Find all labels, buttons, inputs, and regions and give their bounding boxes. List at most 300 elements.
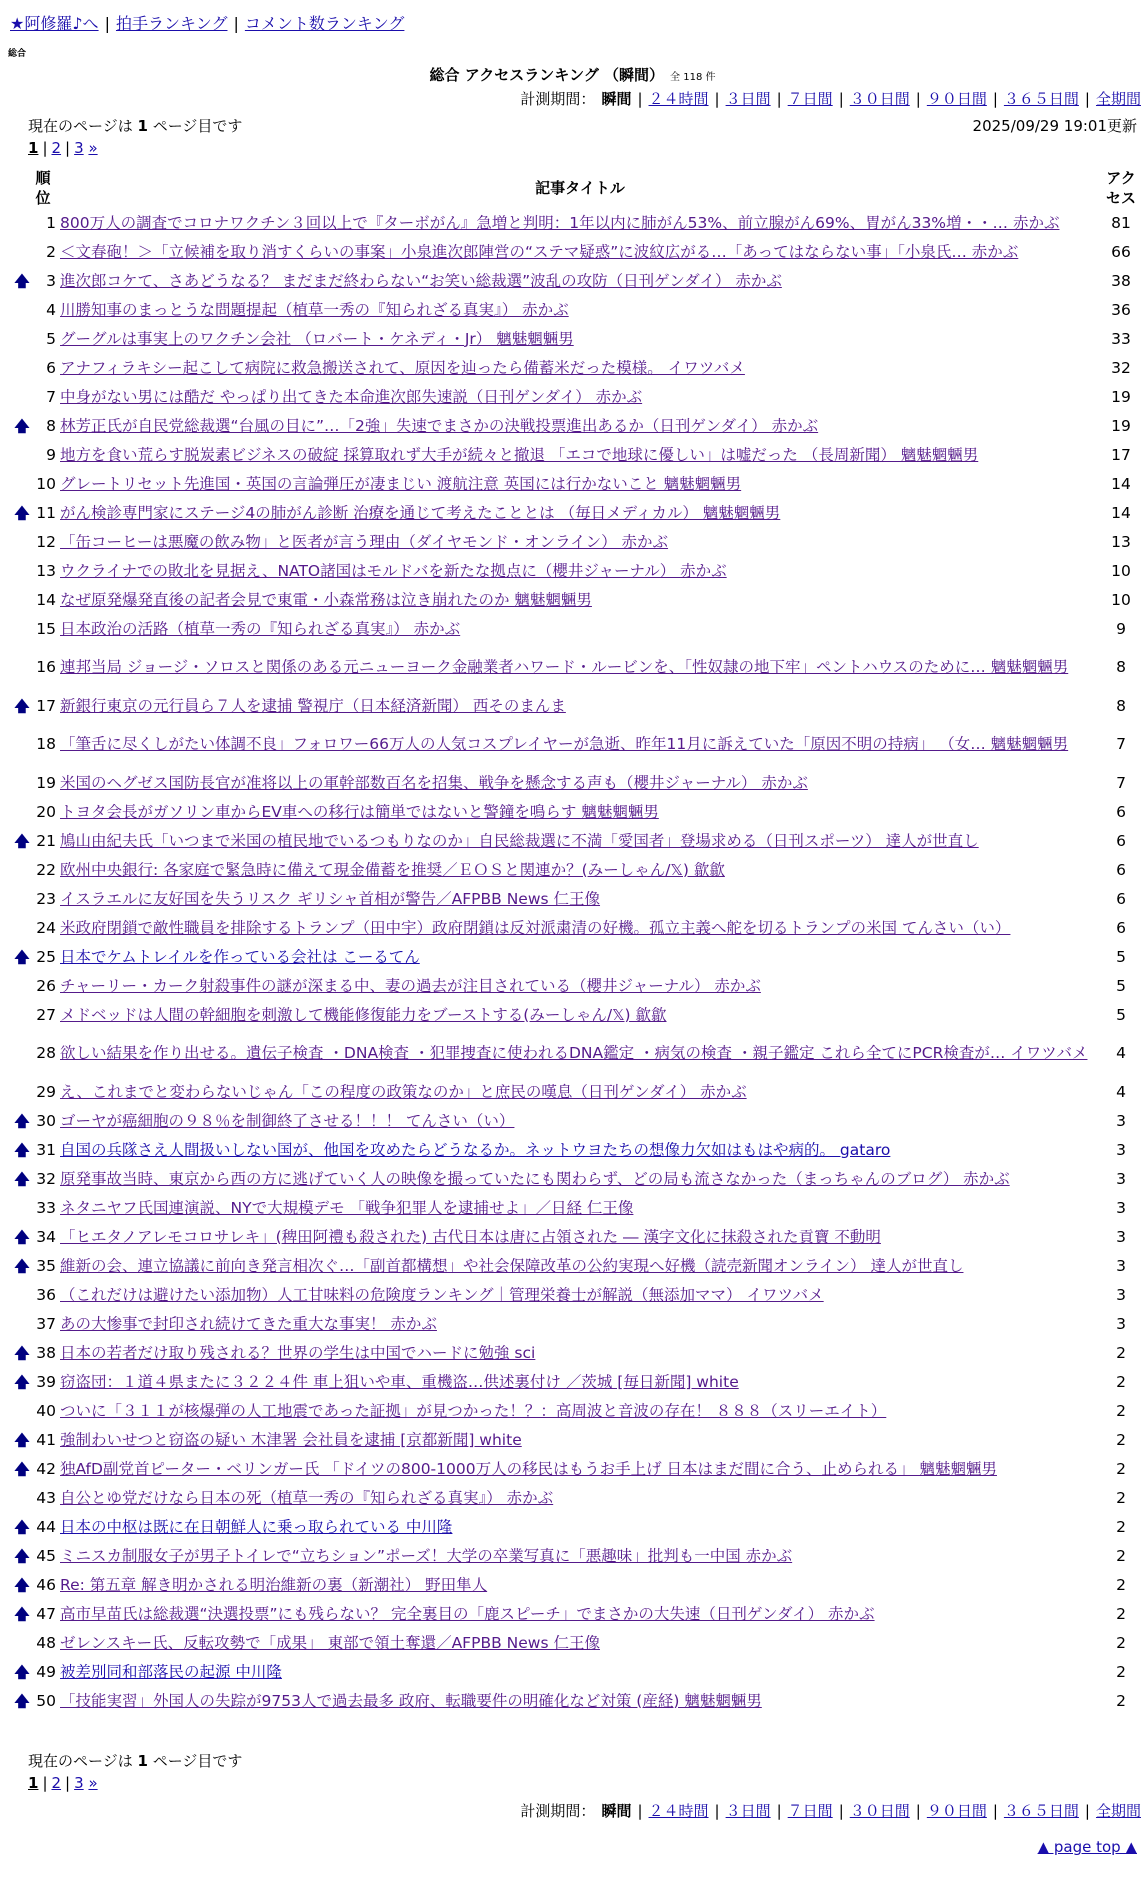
article-link[interactable]: あの大惨事で封印され続けてきた重大な事実！ 赤かぶ (60, 1314, 437, 1333)
article-link[interactable]: 鳩山由紀夫氏「いつまで米国の植民地でいるつもりなのか」自民総裁選に不満「愛国者」登場求める（日刊スポーツ） 達人が世直し (60, 831, 979, 850)
row-rank: 26 (36, 976, 56, 995)
article-link[interactable]: 原発事故当時、東京から西の方に逃げていく人の映像を撮っていたにも関わらず、どの局も流さなかった（まっちゃんのブログ） 赤かぶ (60, 1169, 1010, 1188)
row-title-cell (60, 556, 1100, 585)
row-title-cell (60, 1029, 1100, 1077)
row-access-count: 4 (1116, 1082, 1126, 1101)
table-row (14, 1251, 1142, 1280)
row-rank: 47 (36, 1604, 56, 1623)
pager-page-link[interactable]: 3 (74, 1774, 84, 1792)
article-link[interactable]: 進次郎コケて、さあどうなる？ まだまだ終わらない“お笑い総裁選”波乱の攻防（日刊ゲンダイ） 赤かぶ (60, 271, 782, 290)
pager-page-link[interactable]: 2 (51, 1774, 62, 1792)
article-link[interactable]: 「缶コーヒーは悪魔の飲み物」と医者が言う理由（ダイヤモンド・オンライン） 赤かぶ (60, 532, 669, 551)
row-rank: 29 (36, 1082, 56, 1101)
period-link[interactable]: ３日間 (725, 1802, 771, 1820)
header-access-text: アクセス (1105, 169, 1136, 207)
row-access-count: 2 (1116, 1575, 1126, 1594)
row-rank: 20 (36, 802, 56, 821)
row-rank: 46 (36, 1575, 56, 1594)
row-rank: 36 (36, 1285, 56, 1304)
row-arrow-cell (14, 942, 30, 971)
article-link[interactable]: ゴーヤが癌細胞の９８％を制御終了させる！！！ てんさい（い） (60, 1111, 515, 1130)
article-link[interactable]: 日本の中枢は既に在日朝鮮人に乗っ取られている 中川隆 (60, 1517, 453, 1536)
up-arrow-icon: 🡅 (14, 416, 30, 435)
period-selector-top (520, 88, 1141, 109)
table-row (14, 691, 1142, 720)
row-title-cell (60, 1454, 1100, 1483)
table-row (14, 266, 1142, 295)
current-page-number: 1 (137, 117, 148, 135)
row-arrow-cell (14, 1251, 30, 1280)
row-access-count: 8 (1116, 696, 1126, 715)
table-row (14, 1309, 1142, 1338)
article-link[interactable]: ミニスカ制服女子が男子トイレで“立ちション”ポーズ！大学の卒業写真に「悪趣味」批判も一中国 赤かぶ (60, 1546, 793, 1565)
up-arrow-icon: 🡅 (14, 1343, 30, 1362)
period-label: 計測期間： (520, 90, 596, 108)
period-link[interactable]: ３６５日間 (1003, 90, 1079, 108)
current-page-suffix: ページ目です (152, 117, 243, 135)
up-arrow-icon: 🡅 (14, 1111, 30, 1130)
row-title-cell (60, 1193, 1100, 1222)
article-link[interactable]: なぜ原発爆発直後の記者会見で東電・小森常務は泣き崩れたのか 魑魅魍魎男 (60, 590, 592, 609)
row-title-cell (60, 614, 1100, 643)
current-page-text-top (28, 115, 242, 136)
article-link[interactable]: 米政府閉鎖で敵性職員を排除するトランプ（田中宇）政府閉鎖は反対派粛清の好機。孤立主義へ舵を切るトランプの米国 てんさい（い） (60, 918, 1011, 937)
table-row (14, 1396, 1142, 1425)
row-title-cell (60, 498, 1100, 527)
table-row (14, 614, 1142, 643)
row-access-count: 2 (1116, 1343, 1126, 1362)
table-row (14, 1483, 1142, 1512)
article-link[interactable]: アナフィラキシー起こして病院に救急搬送されて、原因を辿ったら備蓄米だった模様。 イワツバメ (60, 358, 745, 377)
up-arrow-icon: 🡅 (14, 1227, 30, 1246)
table-header-row (14, 168, 1142, 208)
row-rank: 25 (36, 947, 56, 966)
page-title (0, 64, 1145, 85)
pager-separator: | (42, 1774, 48, 1792)
article-link[interactable]: チャーリー・カーク射殺事件の謎が深まる中、妻の過去が注目されている（櫻井ジャーナル） 赤かぶ (60, 976, 761, 995)
row-access-count: 9 (1116, 619, 1126, 638)
article-link[interactable]: グレートリセット先進国・英国の言論弾圧が凄まじい 渡航注意 英国には行かないこと 魑魅魍魎男 (60, 474, 742, 493)
row-arrow-cell (14, 440, 30, 469)
row-rank: 22 (36, 860, 56, 879)
article-link[interactable]: 連邦当局 ジョージ・ソロスと関係のある元ニューヨーク金融業者ハワード・ルービンを、「性奴隷の地下牢」ペントハウスのために… 魑魅魍魎男 (60, 658, 1069, 676)
period-link[interactable]: ９０日間 (926, 1802, 987, 1820)
row-access-count: 19 (1111, 416, 1131, 435)
nav-separator: | (233, 14, 239, 33)
table-row (14, 1425, 1142, 1454)
table-row (14, 1000, 1142, 1029)
row-access-count: 5 (1116, 947, 1126, 966)
table-row (14, 1541, 1142, 1570)
table-row (14, 1570, 1142, 1599)
pager-current-page: 1 (28, 139, 39, 157)
row-arrow-cell (14, 1657, 30, 1686)
article-link[interactable]: （これだけは避けたい添加物）人工甘味料の危険度ランキング｜管理栄養士が解説（無添加ママ） イワツバメ (60, 1285, 824, 1304)
row-title-cell (60, 1396, 1100, 1425)
row-rank: 11 (36, 503, 56, 522)
up-arrow-icon: 🡅 (14, 1691, 30, 1710)
table-row (14, 1222, 1142, 1251)
row-access-count: 8 (1116, 658, 1126, 676)
row-title-cell (60, 411, 1100, 440)
current-page-prefix: 現在のページは (28, 1752, 133, 1770)
up-arrow-icon: 🡅 (14, 831, 30, 850)
up-arrow-icon: 🡅 (14, 1546, 30, 1565)
table-row (14, 1193, 1142, 1222)
table-row (14, 1029, 1142, 1077)
table-row (14, 1077, 1142, 1106)
row-access-count: 3 (1116, 1169, 1126, 1188)
row-access-count: 2 (1116, 1662, 1126, 1681)
row-rank: 18 (36, 735, 56, 753)
period-separator: | (915, 1802, 921, 1820)
row-title-cell (60, 295, 1100, 324)
row-rank: 14 (36, 590, 56, 609)
row-title-cell (60, 469, 1100, 498)
row-arrow-cell (14, 498, 30, 527)
row-access-count: 3 (1116, 1256, 1126, 1275)
row-title-cell (60, 913, 1100, 942)
row-rank: 43 (36, 1488, 56, 1507)
table-row (14, 1454, 1142, 1483)
table-row (14, 855, 1142, 884)
article-link[interactable]: Re: 第五章 解き明かされる明治維新の裏（新潮社） 野田隼人 (60, 1575, 488, 1594)
row-rank: 23 (36, 889, 56, 908)
up-arrow-icon: 🡅 (14, 1459, 30, 1478)
row-arrow-cell (14, 884, 30, 913)
row-access-count: 3 (1116, 1140, 1126, 1159)
category-tag: 総合 (8, 49, 27, 59)
row-title-cell (60, 1135, 1100, 1164)
article-link[interactable]: 窃盗団：１道４県またに３２２４件 車上狙いや車、重機盗…供述裏付け ／茨城 [毎日新聞] white (60, 1372, 739, 1391)
row-arrow-cell (14, 411, 30, 440)
row-rank: 30 (36, 1111, 56, 1130)
row-title-cell (60, 1512, 1100, 1541)
article-link[interactable]: グーグルは事実上のワクチン会社 （ロバート・ケネディ・Jr） 魑魅魍魎男 (60, 329, 574, 348)
period-link[interactable]: ３日間 (725, 90, 771, 108)
table-row (14, 324, 1142, 353)
article-link[interactable]: ネタニヤフ氏国連演説、NYで大規模デモ 「戦争犯罪人を逮捕せよ」／日経 仁王像 (60, 1198, 634, 1217)
article-link[interactable]: 米国のヘグゼス国防長官が准将以上の軍幹部数百名を招集、戦争を懸念する声も（櫻井ジャーナル） 赤かぶ (60, 773, 808, 792)
row-arrow-cell (14, 643, 30, 691)
row-title-cell (60, 855, 1100, 884)
row-title-cell (60, 1077, 1100, 1106)
row-rank: 12 (36, 532, 56, 551)
period-separator: | (1084, 1802, 1090, 1820)
article-link[interactable]: 強制わいせつと窃盗の疑い 木津署 会社員を逮捕 [京都新聞] white (60, 1430, 522, 1449)
period-link[interactable]: 全期間 (1095, 90, 1141, 108)
period-separator: | (992, 90, 998, 108)
row-access-count: 14 (1111, 503, 1131, 522)
row-title-cell (60, 1000, 1100, 1029)
row-rank: 27 (36, 1005, 56, 1024)
row-rank: 39 (36, 1372, 56, 1391)
up-arrow-icon: 🡅 (14, 271, 30, 290)
row-access-count: 81 (1111, 213, 1131, 232)
row-arrow-cell (14, 1570, 30, 1599)
row-access-count: 2 (1116, 1488, 1126, 1507)
period-separator: | (915, 90, 921, 108)
row-arrow-cell (14, 691, 30, 720)
row-rank: 38 (36, 1343, 56, 1362)
row-rank: 2 (46, 242, 56, 261)
total-count: 全 118 件 (670, 72, 716, 83)
row-rank: 8 (46, 416, 56, 435)
up-arrow-icon: 🡅 (14, 1256, 30, 1275)
article-link[interactable]: 自公とゆ党だけなら日本の死（植草一秀の『知られざる真実』） 赤かぶ (60, 1488, 554, 1507)
clap-ranking-link[interactable]: 拍手ランキング (115, 14, 228, 33)
period-link[interactable]: ３６５日間 (1003, 1802, 1079, 1820)
table-row (14, 913, 1142, 942)
article-link[interactable]: 被差別同和部落民の起源 中川隆 (60, 1662, 282, 1681)
up-arrow-icon: 🡅 (14, 1140, 30, 1159)
row-arrow-cell (14, 720, 30, 768)
row-arrow-cell (14, 797, 30, 826)
article-link[interactable]: 日本政治の活路（植草一秀の『知られざる真実』） 赤かぶ (60, 619, 461, 638)
up-arrow-icon: 🡅 (14, 1430, 30, 1449)
row-rank: 34 (36, 1227, 56, 1246)
row-access-count: 36 (1111, 300, 1131, 319)
row-title-cell (60, 826, 1100, 855)
period-link[interactable]: ７日間 (787, 1802, 833, 1820)
article-link[interactable]: 高市早苗氏は総裁選“決選投票”にも残らない？ 完全裏目の「鹿スピーチ」でまさかの大失速（日刊ゲンダイ） 赤かぶ (60, 1604, 875, 1623)
row-title-cell (60, 353, 1100, 382)
row-title-cell (60, 1483, 1100, 1512)
table-row (14, 585, 1142, 614)
row-access-count: 10 (1111, 590, 1131, 609)
row-rank: 35 (36, 1256, 56, 1275)
row-title-cell (60, 1686, 1100, 1715)
row-rank: 49 (36, 1662, 56, 1681)
row-access-count: 66 (1111, 242, 1131, 261)
row-access-count: 32 (1111, 358, 1131, 377)
article-link[interactable]: 地方を食い荒らす脱炭素ビジネスの破綻 採算取れず大手が続々と撤退 「エコで地球に優しい」は嘘だった （長周新聞） 魑魅魍魎男 (60, 445, 979, 464)
current-page-number: 1 (137, 1752, 148, 1770)
article-link[interactable]: 「ヒエタノアレモコロサレキ」(稗田阿禮も殺された) 古代日本は唐に占領された ― 漢字文化に抹殺された貢寶 不動明 (60, 1227, 881, 1246)
home-link[interactable]: ★阿修羅♪へ (10, 14, 99, 33)
article-link[interactable]: 維新の会、連立協議に前向き発言相次ぐ…「副首都構想」や社会保障改革の公約実現へ好機（読売新聞オンライン） 達人が世直し (60, 1256, 964, 1275)
row-access-count: 6 (1116, 889, 1126, 908)
row-rank: 41 (36, 1430, 56, 1449)
article-link[interactable]: イスラエルに友好国を失うリスク ギリシャ首相が警告／AFPBB News 仁王像 (60, 889, 601, 908)
pager-separator: | (65, 1774, 71, 1792)
pager-current-page: 1 (28, 1774, 39, 1792)
article-link[interactable]: 新銀行東京の元行員ら７人を逮捕 警視庁（日本経済新聞） 西そのまんま (60, 696, 566, 715)
article-link[interactable]: 欲しい結果を作り出せる。遺伝子検査 ・DNA検査 ・犯罪捜査に使われるDNA鑑定 ・病気の検査 ・親子鑑定 これら全てにPCR検査が… イワツバメ (60, 1044, 1088, 1062)
row-title-cell (60, 1425, 1100, 1454)
article-link[interactable]: 中身がない男には酷だ やっぱり出てきた本命進次郎失速説（日刊ゲンダイ） 赤かぶ (60, 387, 643, 406)
article-link[interactable]: 独AfD副党首ピーター・ベリンガー氏 「ドイツの800-1000万人の移民はもうお手上げ 日本はまだ間に合う、止められる」 魑魅魍魎男 (60, 1459, 997, 1478)
table-row (14, 527, 1142, 556)
table-row (14, 1657, 1142, 1686)
table-row (14, 797, 1142, 826)
period-link[interactable]: ９０日間 (926, 90, 987, 108)
comment-ranking-link[interactable]: コメント数ランキング (244, 14, 405, 33)
row-access-count: 4 (1116, 1044, 1126, 1062)
row-title-cell (60, 884, 1100, 913)
table-row (14, 469, 1142, 498)
up-arrow-icon: 🡅 (14, 1662, 30, 1681)
row-arrow-cell (14, 324, 30, 353)
period-current: 瞬間 (601, 90, 632, 108)
article-link[interactable]: ＜文春砲！＞「立候補を取り消すくらいの事案」小泉進次郎陣営の“ステマ疑惑”に波紋広がる…「あってはならない事」「小泉氏… 赤かぶ (60, 242, 1019, 261)
up-arrow-icon: 🡅 (14, 1517, 30, 1536)
pager-next-link[interactable]: » (88, 1774, 98, 1792)
row-title-cell (60, 1164, 1100, 1193)
up-arrow-icon: 🡅 (14, 1575, 30, 1594)
article-link[interactable]: ゼレンスキー氏、反転攻勢で「成果」 東部で領土奪還／AFPBB News 仁王像 (60, 1633, 600, 1652)
row-arrow-cell (14, 855, 30, 884)
row-rank: 10 (36, 474, 56, 493)
article-link[interactable]: 自国の兵隊さえ人間扱いしない国が、他国を攻めたらどうなるか。ネットウヨたちの想像力欠如はもはや病的。 gataro (60, 1140, 891, 1159)
period-link[interactable]: ２４時間 (648, 90, 709, 108)
row-rank: 45 (36, 1546, 56, 1565)
row-title-cell (60, 797, 1100, 826)
row-rank: 50 (36, 1691, 56, 1710)
pager-next-link[interactable]: » (88, 139, 98, 157)
up-arrow-icon: 🡅 (14, 696, 30, 715)
article-link[interactable]: トヨタ会長がガソリン車からEV車への移行は簡単ではないと警鐘を鳴らす 魑魅魍魎男 (60, 802, 659, 821)
article-link[interactable]: 欧州中央銀行: 各家庭で緊急時に備えて現金備蓄を推奨／ＥＯＳと関連か？(みーしゃん/𝕏) 歙歙 (60, 860, 725, 879)
period-separator: | (1084, 90, 1090, 108)
row-arrow-cell (14, 469, 30, 498)
table-row (14, 237, 1142, 266)
updated-timestamp: 2025/09/29 19:01更新 (972, 117, 1137, 135)
row-access-count: 17 (1111, 445, 1131, 464)
period-link[interactable]: ７日間 (787, 90, 833, 108)
row-access-count: 2 (1116, 1517, 1126, 1536)
ranking-table (14, 168, 1142, 1715)
row-access-count: 3 (1116, 1111, 1126, 1130)
header-rank (30, 168, 60, 208)
row-arrow-cell (14, 1106, 30, 1135)
article-link[interactable]: ウクライナでの敗北を見据え、NATO諸国はモルドバを新たな拠点に（櫻井ジャーナル） 赤かぶ (60, 561, 727, 580)
period-link[interactable]: ２４時間 (648, 1802, 709, 1820)
article-link[interactable]: ついに「３１１が核爆弾の人工地震であった証拠」が見つかった！？：高周波と音波の存在！ ８８８（スリーエイト） (60, 1401, 887, 1420)
article-link[interactable]: 「技能実習」外国人の失踪が9753人で過去最多 政府、転職要件の明確化など対策 (産経) 魑魅魍魎男 (60, 1691, 762, 1710)
row-access-count: 14 (1111, 474, 1131, 493)
article-link[interactable]: 800万人の調査でコロナワクチン３回以上で『ターボがん』急増と判明：1年以内に肺がん53%、前立腺がん69%、胃がん33%増・・… 赤かぶ (60, 213, 1060, 232)
row-access-count: 13 (1111, 532, 1131, 551)
row-arrow-cell (14, 826, 30, 855)
row-arrow-cell (14, 1483, 30, 1512)
up-arrow-icon: 🡅 (14, 1604, 30, 1623)
row-arrow-cell (14, 971, 30, 1000)
table-row (14, 382, 1142, 411)
period-separator: | (776, 90, 782, 108)
header-title: 記事タイトル (535, 179, 625, 197)
row-title-cell (60, 1541, 1100, 1570)
row-arrow-cell (14, 353, 30, 382)
row-access-count: 33 (1111, 329, 1131, 348)
row-title-cell (60, 585, 1100, 614)
article-link[interactable]: がん検診専門家にステージ4の肺がん診断 治療を通じて考えたこととは （毎日メディカル） 魑魅魍魎男 (60, 503, 781, 522)
row-rank: 28 (36, 1044, 56, 1062)
row-access-count: 2 (1116, 1633, 1126, 1652)
period-link[interactable]: 全期間 (1095, 1802, 1141, 1820)
table-row (14, 1164, 1142, 1193)
row-arrow-cell (14, 1338, 30, 1367)
period-current: 瞬間 (601, 1802, 632, 1820)
pager-page-link[interactable]: 2 (51, 139, 62, 157)
row-rank: 16 (36, 658, 56, 676)
row-access-count: 2 (1116, 1604, 1126, 1623)
row-access-count: 10 (1111, 561, 1131, 580)
row-arrow-cell (14, 556, 30, 585)
row-access-count: 2 (1116, 1546, 1126, 1565)
row-arrow-cell (14, 1512, 30, 1541)
table-row (14, 1135, 1142, 1164)
row-rank: 37 (36, 1314, 56, 1333)
row-arrow-cell (14, 913, 30, 942)
row-access-count: 3 (1116, 1198, 1126, 1217)
row-arrow-cell (14, 382, 30, 411)
row-access-count: 5 (1116, 976, 1126, 995)
header-arrow-col (14, 168, 30, 208)
table-row (14, 643, 1142, 691)
article-link[interactable]: 日本でケムトレイルを作っている会社は こーるてん (60, 947, 420, 966)
period-separator: | (776, 1802, 782, 1820)
row-access-count: 2 (1116, 1372, 1126, 1391)
period-link[interactable]: ３０日間 (849, 90, 910, 108)
table-row (14, 942, 1142, 971)
article-link[interactable]: メドベッドは人間の幹細胞を刺激して機能修復能力をブーストする(みーしゃん/𝕏) 歙歙 (60, 1005, 667, 1024)
table-row (14, 1106, 1142, 1135)
row-title-cell (60, 942, 1100, 971)
table-row (14, 1599, 1142, 1628)
row-rank: 31 (36, 1140, 56, 1159)
row-arrow-cell (14, 1541, 30, 1570)
pager-page-link[interactable]: 3 (74, 139, 84, 157)
row-title-cell (60, 324, 1100, 353)
row-title-cell (60, 382, 1100, 411)
table-row (14, 498, 1142, 527)
row-title-cell (60, 1309, 1100, 1338)
row-title-cell (60, 720, 1100, 768)
table-row (14, 884, 1142, 913)
table-row (14, 720, 1142, 768)
article-link[interactable]: 川勝知事のまっとうな問題提起（植草一秀の『知られざる真実』） 赤かぶ (60, 300, 569, 319)
row-access-count: 2 (1116, 1691, 1126, 1710)
row-rank: 7 (46, 387, 56, 406)
pager-separator: | (42, 139, 48, 157)
article-link[interactable]: 林芳正氏が自民党総裁選“台風の目に”…「2強」失速でまさかの決戦投票進出あるか（日刊ゲンダイ） 赤かぶ (60, 416, 819, 435)
row-access-count: 2 (1116, 1459, 1126, 1478)
table-row (14, 556, 1142, 585)
row-arrow-cell (14, 1164, 30, 1193)
period-selector-bottom (520, 1800, 1141, 1821)
article-link[interactable]: 「筆舌に尽くしがたい体調不良」フォロワー66万人の人気コスプレイヤーが急逝、昨年11月に訴えていた「原因不明の持病」 （女… 魑魅魍魎男 (60, 735, 1069, 753)
row-title-cell (60, 208, 1100, 237)
article-link[interactable]: 日本の若者だけ取り残される？世界の学生は中国でハードに勉強 sci (60, 1343, 536, 1362)
article-link[interactable]: え、これまでと変わらないじゃん「この程度の政策なのか」と庶民の嘆息（日刊ゲンダイ） 赤かぶ (60, 1082, 747, 1101)
row-arrow-cell (14, 614, 30, 643)
row-arrow-cell (14, 585, 30, 614)
row-rank: 21 (36, 831, 56, 850)
period-separator: | (838, 1802, 844, 1820)
row-title-cell (60, 971, 1100, 1000)
table-row (14, 208, 1142, 237)
page-top-link[interactable]: ▲ page top ▲ (1037, 1838, 1137, 1856)
row-title-cell (60, 1657, 1100, 1686)
table-row (14, 295, 1142, 324)
row-access-count: 6 (1116, 802, 1126, 821)
row-arrow-cell (14, 1309, 30, 1338)
row-title-cell (60, 440, 1100, 469)
period-link[interactable]: ３０日間 (849, 1802, 910, 1820)
row-arrow-cell (14, 527, 30, 556)
row-rank: 32 (36, 1169, 56, 1188)
